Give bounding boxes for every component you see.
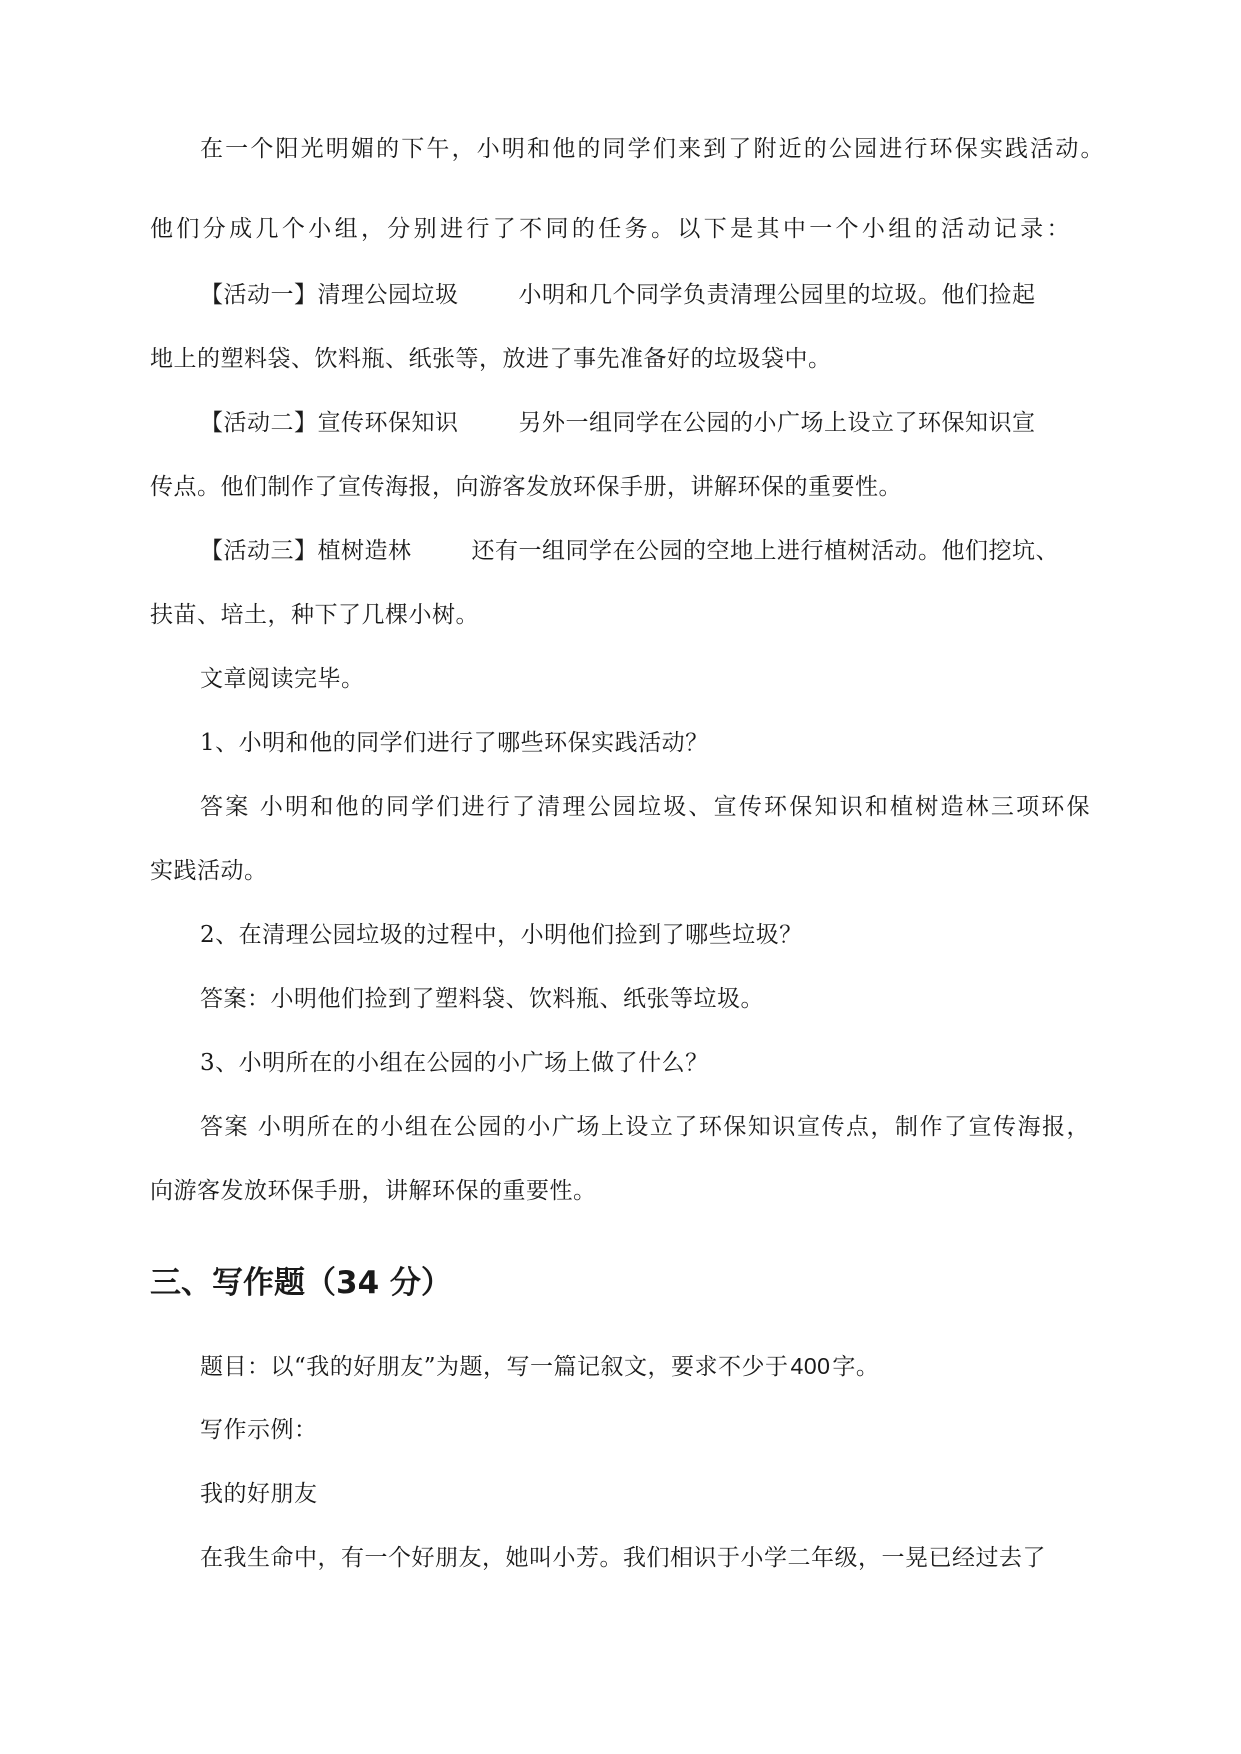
example-label: 写作示例： [200,1417,318,1443]
activity-1-text: 小明和几个同学负责清理公园里的垃圾。他们捡起 [518,282,1036,308]
activity-2-line1 [200,408,1036,438]
activity-2-text: 另外一组同学在公园的小广场上设立了环保知识宣 [518,410,1036,436]
activity-2-label: 【活动二】宣传环保知识 [200,410,459,436]
activity-1-line1 [200,280,1036,310]
writing-prompt [200,1351,879,1382]
answer-1-line2: 实践活动。 [150,858,268,884]
activity-3-line2: 扶苗、培土，种下了几棵小树。 [150,602,479,628]
passage-intro-line1: 在一个阳光明媚的下午，小明和他的同学们来到了附近的公园进行环保实践活动。 [200,136,1104,162]
activity-3-text: 还有一组同学在公园的空地上进行植树活动。他们挖坑、 [471,538,1059,564]
example-body-line1: 在我生命中，有一个好朋友，她叫小芳。我们相识于小学二年级，一晃已经过去了 [200,1545,1046,1571]
example-title: 我的好朋友 [200,1481,318,1507]
question-1: 1、小明和他的同学们进行了哪些环保实践活动？ [200,730,709,756]
answer-2-line1: 答案：小明他们捡到了塑料袋、饮料瓶、纸张等垃圾。 [200,986,764,1012]
passage-intro-line2: 他们分成几个小组，分别进行了不同的任务。以下是其中一个小组的活动记录： [150,216,1070,242]
activity-2-line2: 传点。他们制作了宣传海报，向游客发放环保手册，讲解环保的重要性。 [150,474,902,500]
section-3-heading: 三、写作题（34 分） [150,1265,452,1301]
answer-3-line2: 向游客发放环保手册，讲解环保的重要性。 [150,1178,597,1204]
passage-end-note: 文章阅读完毕。 [200,666,365,692]
activity-3-label: 【活动三】植树造林 [200,538,412,564]
writing-prompt-word-count: 400 [790,1353,831,1379]
activity-1-label: 【活动一】清理公园垃圾 [200,282,459,308]
activity-1-line2: 地上的塑料袋、饮料瓶、纸张等，放进了事先准备好的垃圾袋中。 [150,346,832,372]
activity-3-line1 [200,536,1059,566]
writing-prompt-suffix: 字。 [832,1354,880,1380]
answer-3-line1: 答案 小明所在的小组在公园的小广场上设立了环保知识宣传点，制作了宣传海报， [200,1114,1090,1140]
answer-1-line1: 答案 小明和他的同学们进行了清理公园垃圾、宣传环保知识和植树造林三项环保 [200,794,1090,820]
writing-prompt-text: 题目：以“我的好朋友”为题，写一篇记叙文，要求不少于 [200,1354,789,1380]
question-3: 3、小明所在的小组在公园的小广场上做了什么？ [200,1050,709,1076]
question-2: 2、在清理公园垃圾的过程中，小明他们捡到了哪些垃圾？ [200,922,803,948]
